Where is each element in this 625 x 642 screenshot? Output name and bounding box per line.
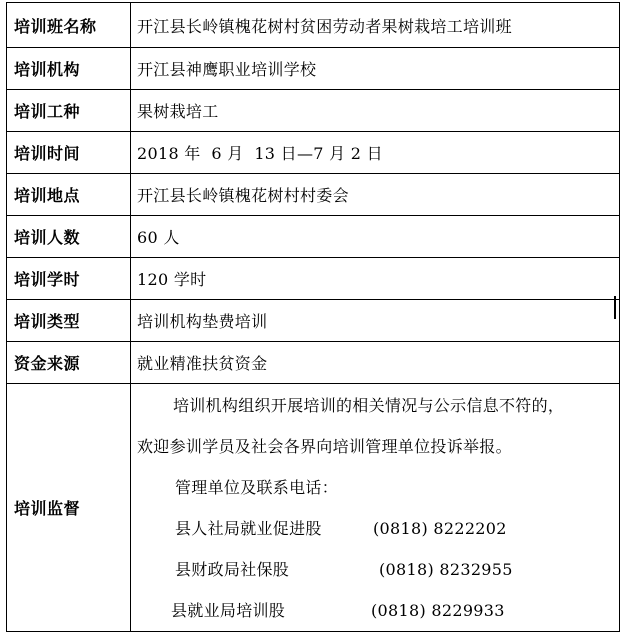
contact-name: 县人社局就业促进股 xyxy=(175,518,322,538)
table-row xyxy=(7,300,620,342)
table-row xyxy=(7,132,620,174)
contact-phone: (0818) 8222202 xyxy=(373,518,507,538)
table-row xyxy=(7,48,620,90)
border-artifact xyxy=(614,296,616,319)
supervision-paragraph-line-1: 培训机构组织开展培训的相关情况与公示信息不符的， xyxy=(173,395,565,415)
row-label: 培训时间 xyxy=(7,132,131,174)
row-label: 培训机构 xyxy=(7,48,131,90)
contact-phone: (0818) 8232955 xyxy=(379,559,513,579)
row-label: 培训类型 xyxy=(7,300,131,342)
contacts-heading: 管理单位及联系电话： xyxy=(175,477,339,497)
supervision-paragraph-line-2: 欢迎参训学员及社会各界向培训管理单位投诉举报。 xyxy=(137,436,512,456)
table-row xyxy=(7,216,620,258)
contact-name: 县财政局社保股 xyxy=(175,559,290,579)
table-row xyxy=(7,90,620,132)
table-row xyxy=(7,174,620,216)
row-label: 培训工种 xyxy=(7,90,131,132)
contact-name: 县就业局培训股 xyxy=(171,600,286,620)
row-label: 培训班名称 xyxy=(7,3,131,48)
row-value: 2018 年 6 月 13 日—7 月 2 日 xyxy=(131,132,620,174)
row-value: 培训机构垫费培训 xyxy=(131,300,620,342)
table-row xyxy=(7,342,620,384)
row-value: 开江县长岭镇槐花树村贫困劳动者果树栽培工培训班 xyxy=(131,3,620,48)
row-value: 就业精准扶贫资金 xyxy=(131,342,620,384)
contact-item xyxy=(137,508,619,549)
row-value: 120 学时 xyxy=(131,258,620,300)
row-label: 培训学时 xyxy=(7,258,131,300)
supervision-row xyxy=(7,384,620,632)
row-value: 开江县神鹰职业培训学校 xyxy=(131,48,620,90)
supervision-label: 培训监督 xyxy=(7,384,131,632)
row-value: 开江县长岭镇槐花树村村委会 xyxy=(131,174,620,216)
table-row xyxy=(7,3,620,48)
row-label: 资金来源 xyxy=(7,342,131,384)
row-label: 培训人数 xyxy=(7,216,131,258)
row-label: 培训地点 xyxy=(7,174,131,216)
supervision-content xyxy=(131,384,620,632)
contact-phone: (0818) 8229933 xyxy=(371,600,505,620)
row-value: 60 人 xyxy=(131,216,620,258)
row-value: 果树栽培工 xyxy=(131,90,620,132)
contact-item xyxy=(137,590,619,631)
contact-item xyxy=(137,549,619,590)
table-row xyxy=(7,258,620,300)
training-info-table xyxy=(6,2,620,632)
